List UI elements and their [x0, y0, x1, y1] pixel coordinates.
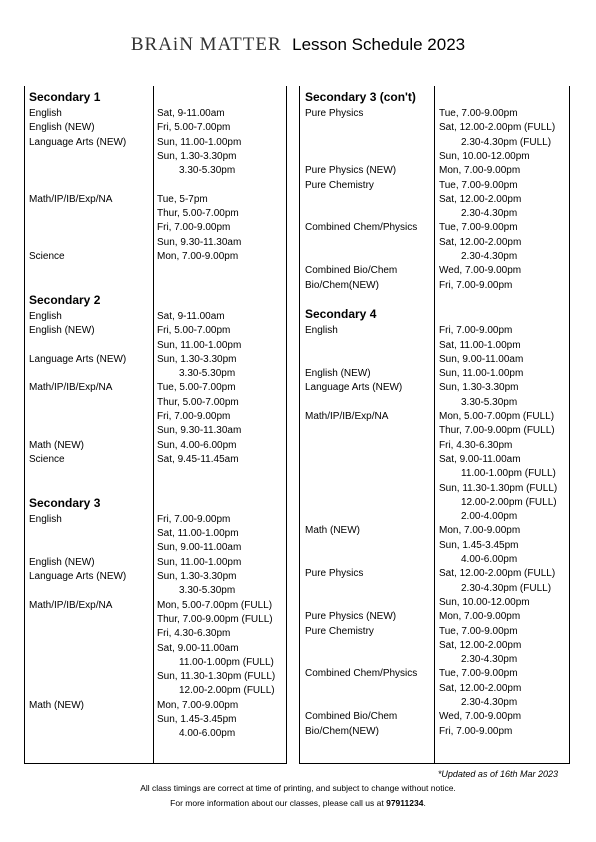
time-slot: Sat, 12.00-2.00pm: [439, 682, 522, 694]
time-slot: Fri, 7.00-9.00pm: [157, 222, 231, 234]
section-heading: Secondary 3 (con't): [305, 90, 416, 104]
time-slot: Sun, 9.30-11.30am: [157, 425, 242, 437]
time-slot: Tue, 7.00-9.00pm: [439, 179, 518, 191]
time-slot: Mon, 7.00-9.00pm: [157, 251, 239, 262]
time-slot: Sun, 11.30-1.30pm (FULL): [157, 671, 276, 683]
updated-note: *Updated as of 16th Mar 2023: [437, 769, 558, 779]
subject-label: Pure Chemistry: [305, 179, 374, 191]
subject-label: English (NEW): [29, 122, 95, 134]
time-slot: Fri, 7.00-9.00pm: [439, 325, 513, 337]
time-slot: 2.00-4.00pm: [461, 511, 518, 523]
time-slot: 3.30-5.30pm: [179, 165, 236, 177]
subject-label: English: [29, 513, 62, 525]
time-slot: Sun, 11.00-1.00pm: [157, 136, 242, 148]
time-slot: 12.00-2.00pm (FULL): [461, 496, 557, 508]
time-slot: Sat, 12.00-2.00pm (FULL): [439, 122, 556, 134]
time-slot: Sun, 10.00-12.00pm: [439, 596, 530, 608]
time-slot: Sat, 11.00-1.00pm: [439, 339, 521, 351]
time-slot: 2.30-4.30pm: [461, 251, 518, 262]
time-slot: Sat, 12.00-2.00pm: [439, 639, 522, 651]
subject-label: Combined Bio/Chem: [305, 265, 398, 277]
time-slot: Sun, 10.00-12.00pm: [439, 150, 530, 162]
subject-label: English (NEW): [305, 368, 371, 380]
column-divider: [434, 86, 435, 763]
phone-number: 97911234: [386, 798, 424, 808]
time-slot: 2.30-4.30pm: [461, 654, 518, 666]
time-slot: Tue, 7.00-9.00pm: [439, 625, 518, 637]
time-slot: Sat, 12.00-2.00pm: [439, 236, 522, 248]
time-slot: 12.00-2.00pm (FULL): [179, 685, 275, 697]
time-slot: Sun, 11.00-1.00pm: [157, 339, 242, 351]
subject-label: Math/IP/IB/Exp/NA: [305, 411, 389, 422]
subject-label: Pure Chemistry: [305, 625, 374, 637]
time-slot: Thur, 5.00-7.00pm: [157, 396, 239, 408]
time-slot: Sat, 12.00-2.00pm (FULL): [439, 568, 556, 580]
time-slot: 3.30-5.30pm: [461, 396, 518, 408]
time-slot: 2.30-4.30pm (FULL): [461, 136, 552, 148]
time-slot: 11.00-1.00pm (FULL): [461, 468, 556, 480]
section-heading: Secondary 4: [305, 307, 377, 322]
time-slot: Mon, 5.00-7.00pm (FULL): [439, 411, 555, 422]
time-slot: Tue, 5.00-7.00pm: [157, 382, 236, 394]
subject-label: Pure Physics (NEW): [305, 165, 397, 177]
time-slot: Mon, 5.00-7.00pm (FULL): [157, 599, 273, 611]
time-slot: 2.30-4.30pm (FULL): [461, 582, 552, 594]
time-slot: Tue, 5-7pm: [157, 193, 208, 205]
time-slot: Thur, 7.00-9.00pm (FULL): [439, 425, 555, 437]
time-slot: Mon, 7.00-9.00pm: [157, 699, 239, 711]
time-slot: Sun, 1.30-3.30pm: [157, 150, 237, 162]
time-slot: Sat, 9.45-11.45am: [157, 453, 239, 465]
subject-label: Language Arts (NEW): [29, 353, 127, 365]
subject-label: English: [29, 108, 62, 119]
time-slot: Fri, 5.00-7.00pm: [157, 325, 231, 337]
time-slot: Mon, 7.00-9.00pm: [439, 525, 521, 537]
time-slot: 4.00-6.00pm: [179, 728, 236, 740]
time-slot: 2.30-4.30pm: [461, 697, 518, 708]
subject-label: Pure Physics: [305, 568, 364, 580]
right-column: [299, 86, 570, 764]
subject-label: Language Arts (NEW): [305, 382, 403, 394]
time-slot: Sun, 11.30-1.30pm (FULL): [439, 482, 558, 494]
subject-label: Combined Chem/Physics: [305, 668, 418, 680]
schedule-table: [24, 86, 570, 764]
subject-label: Combined Chem/Physics: [305, 222, 418, 234]
subject-label: Pure Physics: [305, 108, 364, 119]
time-slot: Sat, 12.00-2.00pm: [439, 193, 522, 205]
contact-line: [0, 798, 596, 808]
time-slot: Sat, 9.00-11.00am: [157, 642, 239, 654]
time-slot: Wed, 7.00-9.00pm: [439, 265, 522, 277]
time-slot: Sun, 1.30-3.30pm: [157, 353, 237, 365]
time-slot: Thur, 7.00-9.00pm (FULL): [157, 613, 273, 625]
time-slot: 2.30-4.30pm: [461, 208, 518, 220]
time-slot: Sat, 9-11.00am: [157, 310, 225, 322]
section-heading: Secondary 2: [29, 292, 101, 307]
time-slot: Mon, 7.00-9.00pm: [439, 165, 521, 177]
time-slot: Sun, 4.00-6.00pm: [157, 439, 237, 451]
subject-label: Math (NEW): [29, 439, 84, 451]
time-slot: Sun, 1.30-3.30pm: [157, 571, 237, 582]
time-slot: Fri, 7.00-9.00pm: [439, 725, 513, 737]
column-divider: [153, 86, 154, 763]
time-slot: Sun, 9.30-11.30am: [157, 236, 242, 248]
contact-suffix: .: [423, 798, 426, 808]
time-slot: Sun, 1.30-3.30pm: [439, 382, 519, 394]
time-slot: Fri, 7.00-9.00pm: [157, 513, 231, 525]
subject-label: Pure Physics (NEW): [305, 611, 397, 623]
time-slot: Fri, 4.30-6.30pm: [439, 439, 513, 451]
left-column: [24, 86, 287, 764]
subject-label: Bio/Chem(NEW): [305, 279, 379, 291]
time-slot: Sat, 9.00-11.00am: [439, 453, 521, 465]
subject-label: Combined Bio/Chem: [305, 711, 398, 723]
time-slot: Sun, 9.00-11.00am: [439, 353, 524, 365]
time-slot: Fri, 7.00-9.00pm: [439, 279, 513, 291]
disclaimer: All class timings are correct at time of printing, and subject to change without notice.: [140, 783, 456, 793]
time-slot: Mon, 7.00-9.00pm: [439, 611, 521, 623]
subject-label: English (NEW): [29, 556, 95, 568]
time-slot: Tue, 7.00-9.00pm: [439, 668, 518, 680]
subject-label: English: [305, 325, 338, 337]
subject-label: Science: [29, 251, 65, 262]
time-slot: 11.00-1.00pm (FULL): [179, 656, 274, 668]
section-heading: Secondary 1: [29, 90, 101, 104]
time-slot: 3.30-5.30pm: [179, 368, 236, 380]
page-title: Lesson Schedule 2023: [292, 35, 466, 54]
brand-logo: BRAiN MATTER: [130, 34, 282, 55]
time-slot: Fri, 5.00-7.00pm: [157, 122, 231, 134]
time-slot: Thur, 5.00-7.00pm: [157, 208, 239, 220]
subject-label: Bio/Chem(NEW): [305, 725, 379, 737]
subject-label: Math/IP/IB/Exp/NA: [29, 599, 113, 611]
subject-label: Math/IP/IB/Exp/NA: [29, 193, 113, 205]
page-header: [0, 34, 596, 56]
subject-label: Math (NEW): [305, 525, 360, 537]
subject-label: Math/IP/IB/Exp/NA: [29, 382, 113, 394]
contact-text: For more information about our classes, please call us at: [170, 798, 387, 808]
time-slot: Tue, 7.00-9.00pm: [439, 108, 518, 119]
time-slot: Sun, 11.00-1.00pm: [439, 368, 524, 380]
time-slot: Tue, 7.00-9.00pm: [439, 222, 518, 234]
subject-label: Science: [29, 453, 65, 465]
time-slot: 4.00-6.00pm: [461, 554, 518, 565]
subject-label: Math (NEW): [29, 699, 84, 711]
time-slot: Sun, 11.00-1.00pm: [157, 556, 242, 568]
time-slot: 3.30-5.30pm: [179, 585, 236, 597]
time-slot: Wed, 7.00-9.00pm: [439, 711, 522, 723]
section-heading: Secondary 3: [29, 495, 101, 510]
time-slot: Sat, 11.00-1.00pm: [157, 528, 239, 540]
time-slot: Sun, 9.00-11.00am: [157, 542, 242, 554]
time-slot: Fri, 7.00-9.00pm: [157, 411, 231, 422]
time-slot: Sun, 1.45-3.45pm: [439, 539, 519, 551]
subject-label: Language Arts (NEW): [29, 136, 127, 148]
time-slot: Fri, 4.30-6.30pm: [157, 628, 231, 640]
subject-label: English (NEW): [29, 325, 95, 337]
subject-label: Language Arts (NEW): [29, 571, 127, 582]
time-slot: Sat, 9-11.00am: [157, 108, 225, 119]
subject-label: English: [29, 310, 62, 322]
time-slot: Sun, 1.45-3.45pm: [157, 714, 237, 725]
